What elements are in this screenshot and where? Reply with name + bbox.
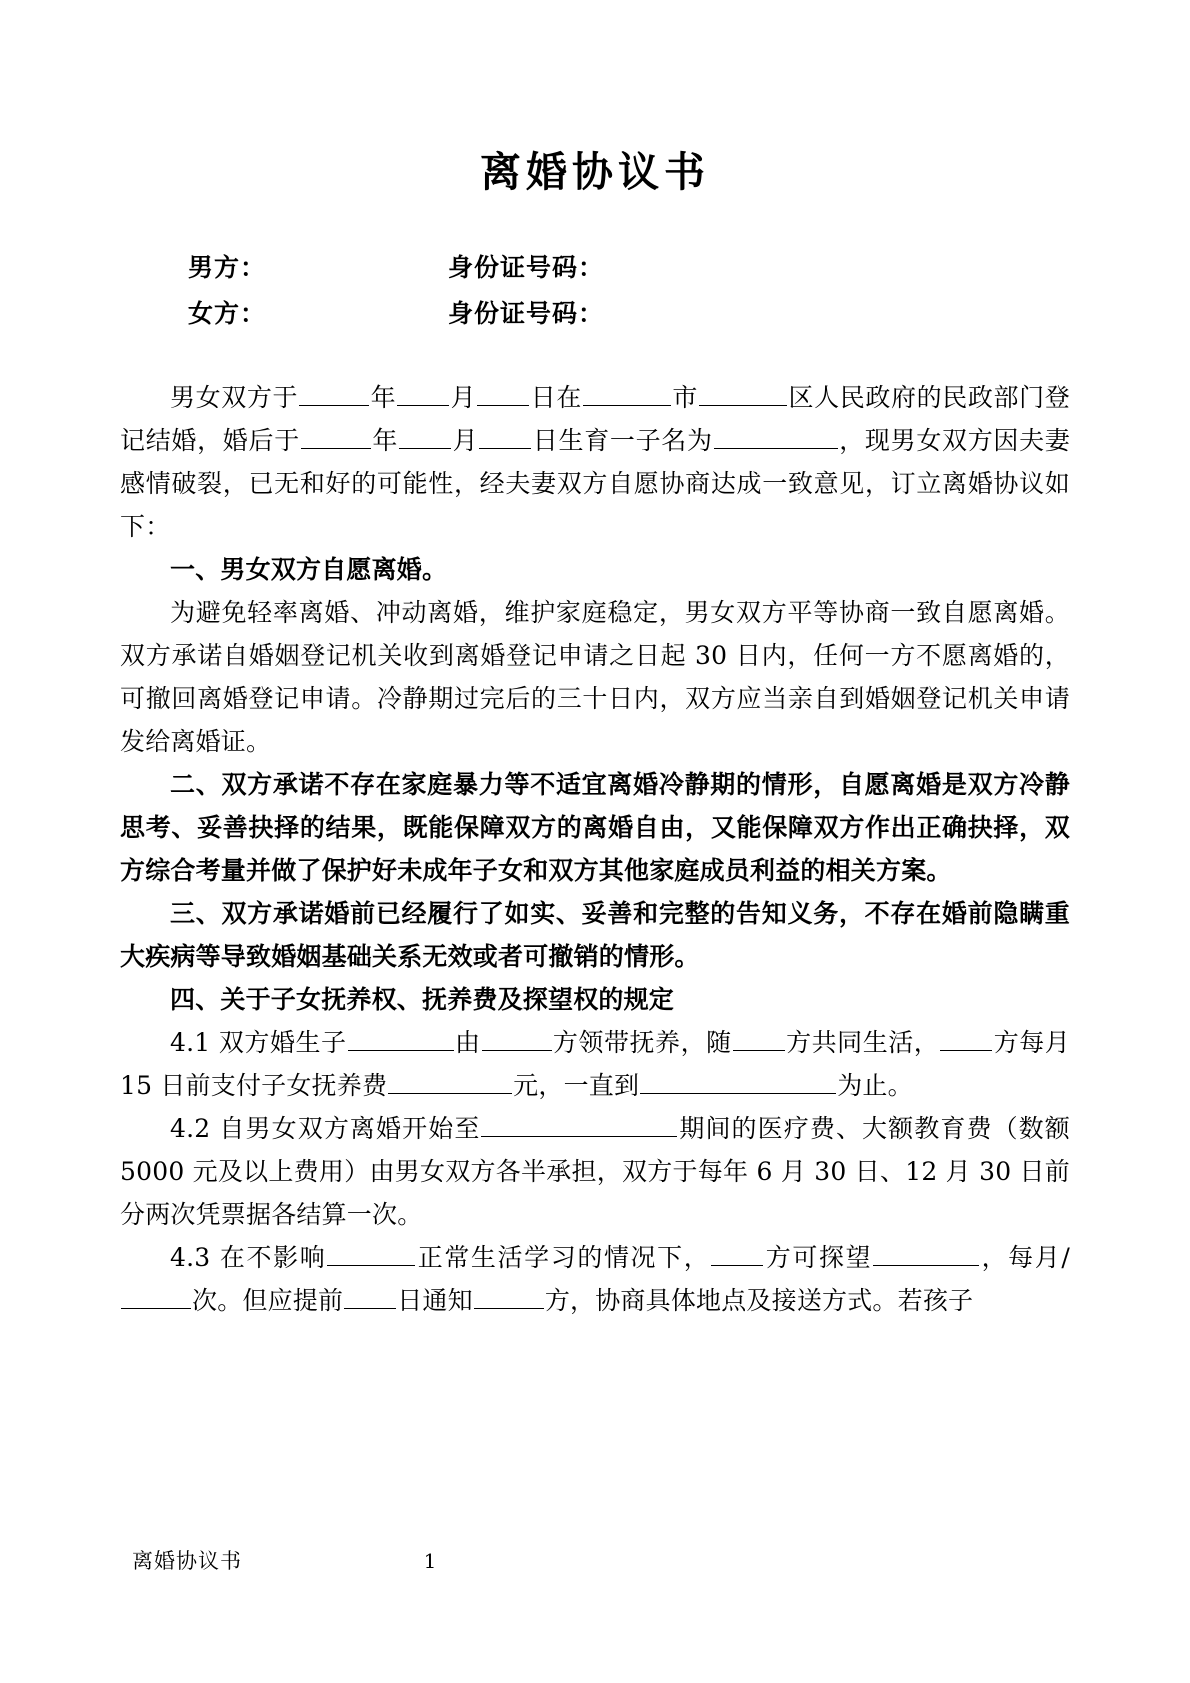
intro-text-i: 日生育一子名为 [532,425,713,455]
blank-district[interactable] [699,377,787,406]
parties-block [120,245,1070,338]
wife-id-label: 身份证号码： [448,299,605,329]
blank-year-2[interactable] [301,420,371,449]
item41-text-e: 方每月 15 日前支付子女抚养费 [120,1027,1071,1100]
document-body [120,376,1070,1322]
blank-paying-party[interactable] [940,1022,992,1051]
item43-text-b: 正常生活学习的情况下， [416,1242,711,1272]
intro-text-g: 年 [371,425,399,455]
blank-support-amount[interactable] [388,1065,512,1094]
intro-text-d: 日在 [530,382,582,412]
blank-day-1[interactable] [477,377,529,406]
section-4-heading: 四、关于子女抚养权、抚养费及探望权的规定 [170,984,675,1014]
blank-visit-times[interactable] [121,1280,191,1309]
item41-text-g: 为止。 [837,1070,913,1100]
blank-month-1[interactable] [397,377,449,406]
section-3-text: 三、双方承诺婚前已经履行了如实、妥善和完整的告知义务，不存在婚前隐瞒重大疾病等导致婚姻基础关系无效或者可撤销的情形。 [120,898,1070,971]
intro-text-e: 市 [671,382,699,412]
blank-child[interactable] [348,1022,454,1051]
blank-notice-party[interactable] [474,1280,544,1309]
item43-text-g: 方，协商具体地点及接送方式。若孩子 [544,1285,974,1315]
blank-visit-target[interactable] [873,1237,979,1266]
section-1-body: 为避免轻率离婚、冲动离婚，维护家庭稳定，男女双方平等协商一致自愿离婚。双方承诺自婚姻登记机关收到离婚登记申请之日起 30 日内，任何一方不愿离婚的，可撤回离婚登记申请。冷静期过完后的三十日内，双方应当亲自到婚姻登记机关申请发给离婚证。 [120,597,1070,756]
intro-text-f: 区人民政府的民政部门登记结婚，婚后于 [120,382,1070,455]
blank-child-name[interactable] [714,420,838,449]
section-2-text: 二、双方承诺不存在家庭暴力等不适宜离婚冷静期的情形，自愿离婚是双方冷静思考、妥善抉择的结果，既能保障双方的离婚自由，又能保障双方作出正确抉择，双方综合考量并做了保护好未成年子女和双方其他家庭成员利益的相关方案。 [120,769,1070,885]
intro-text-b: 年 [370,382,397,412]
blank-period-end[interactable] [481,1108,677,1137]
party-row-wife [188,291,1070,337]
party-row-husband [188,245,1070,291]
section-1-heading: 一、男女双方自愿离婚。 [170,554,448,584]
intro-text-h: 月 [452,425,479,455]
blank-living-party[interactable] [733,1022,785,1051]
page-number: 1 [423,1549,437,1573]
intro-text-j: ，现男女双方因夫妻感情破裂，已无和好的可能性，经夫妻双方自愿协商达成一致意见，订立离婚协议如下： [120,425,1071,541]
blank-support-until[interactable] [640,1065,836,1094]
page-footer [0,1541,1190,1575]
wife-label: 女方： [188,299,267,329]
blank-visit-child[interactable] [327,1237,415,1266]
item41-text-a: 4.1 双方婚生子 [170,1027,347,1057]
blank-custody-party[interactable] [482,1022,552,1051]
blank-city[interactable] [583,377,671,406]
intro-paragraph [120,376,1070,548]
husband-label: 男方： [188,253,267,283]
item42-text-b: 期间的医疗费、大额教育费（数额 5000 元及以上费用）由男女双方各半承担，双方于每年 6 月 30 日、12 月 30 日前分两次凭票据各结算一次。 [120,1113,1070,1229]
blank-notice-days[interactable] [344,1280,396,1309]
item43-text-c: 方可探望 [764,1242,873,1272]
intro-text-c: 月 [450,382,477,412]
blank-month-2[interactable] [399,420,451,449]
item41-text-c: 方领带抚养，随 [552,1027,732,1057]
item41-text-b: 由 [454,1027,481,1057]
item43-text-a: 4.3 在不影响 [170,1242,327,1272]
item43-text-e: 次。但应提前 [192,1285,344,1315]
blank-visit-party[interactable] [711,1237,763,1266]
item43-text-d: ，每月/ [980,1242,1071,1272]
item41-text-d: 方共同生活， [785,1027,940,1057]
section-4-item-41 [120,1021,1070,1107]
item42-text-a: 4.2 自男女双方离婚开始至 [170,1113,481,1143]
page-title: 离婚协议书 [480,148,710,196]
intro-text-a: 男女双方于 [170,382,299,412]
blank-day-2[interactable] [479,420,531,449]
item41-text-f: 元，一直到 [513,1070,640,1100]
footer-title: 离婚协议书 [132,1549,242,1573]
section-4-item-43 [120,1236,1070,1322]
section-4-item-42 [120,1107,1070,1236]
husband-id-label: 身份证号码： [448,253,605,283]
item43-text-f: 日通知 [397,1285,473,1315]
blank-year-1[interactable] [299,377,369,406]
